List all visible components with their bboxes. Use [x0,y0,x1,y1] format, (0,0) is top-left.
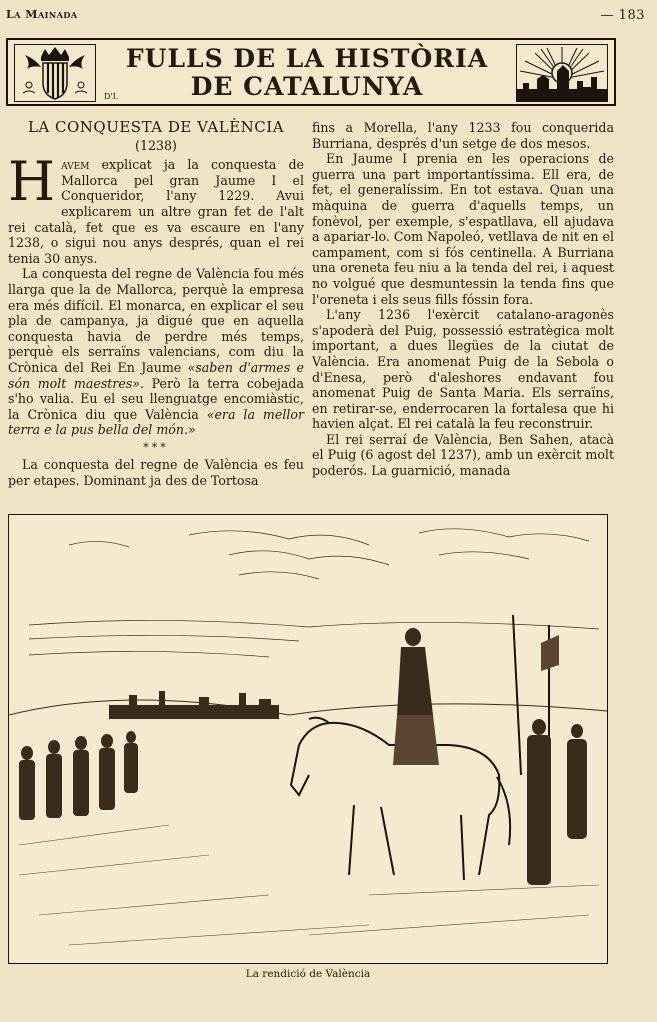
section-banner [6,38,616,106]
section-separator: *** [143,440,169,454]
banner-title [104,45,510,101]
banner-title-line1: FULLS DE LA HISTÒRIA [125,44,489,73]
running-head [6,6,645,24]
royal-crest-icon [14,44,96,102]
chronicle-quote-2: «era la mellor terra e la pus bella del món.» [8,406,304,438]
paragraph-2-end: . Però la terra cobejada s'ho valia. Eu el seu llenguatge encomiàstic, la Crònica diu que València [8,375,305,422]
magazine-name: La Mainada [6,8,78,21]
paragraph-r1: fins a Morella, l'any 1233 fou conquerida Burriana, després d'un setge de dos mesos. [312,120,614,151]
chronicle-quote: «saben d'armes e són molt maestres» [8,359,305,391]
article-column-right [312,120,614,479]
paragraph-r3: L'any 1236 l'exèrcit catalano-aragonès s'apoderà del Puig, possessió estratègica molt important, a dues llegües de la ciutat de València. Era anomenat Puig de la Sebola o d'Enesa, però d'aleshores endavant fou anomenat Puig de Santa Maria. Els serraïns, en retirar-se, enderrocaren la fortalesa que hi havien alçat. El rei català la feu reconstruir. [312,307,614,432]
drop-cap: H [8,150,56,214]
paragraph-2 [8,266,304,438]
paragraph-r4: El rei serraí de València, Ben Sahen, atacà el Puig (6 agost del 1237), amb un exèrcit molt poderós. La guarnició, manada [312,431,614,479]
article-column-left [8,120,304,489]
illustration-surrender-of-valencia [8,514,608,964]
article-year: (1238) [135,137,177,153]
paragraph-r2: En Jaume I prenia en les operacions de guerra una part importantíssima. Ell era, de fet, el generalíssim. En tot estava. Quan una màquina de guerra d'aquells temps, un fonèvol, per exemple, s'espatllava, ell ajudava a apariar-lo. Com Napoleó, vetllava de nit en el campament, com si fós centinella. A Burriana una oreneta feu niu a la tenda del rei, i aquest no volgué que desmuntessin la tenda fins que l'oreneta i els seus fills fóssin fora. [312,151,614,307]
paragraph-3: La conquesta del regne de València es feu per etapes. Dominant ja des de Tortosa [8,457,304,489]
banner-title-line2: DE CATALUNYA [190,72,424,101]
illustration-caption: La rendició de València [245,968,371,980]
page-number: — 183 [600,8,645,23]
intro-text: explicat ja la conquesta de Mallorca pel gran Jaume I el Conqueridor, l'any 1229. Avui explicarem un altre gran fet de l'alt rei català, fet que es va escaure en l'any 1238, o sigui nou anys després, quan el rei tenia 30 anys. [8,157,304,266]
paragraph-intro [8,150,304,266]
paragraph-2-text: La conquesta del regne de València fou més llarga que la de Mallorca, perquè la empresa era més difícil. El monarca, en explicar el seu pla de campanya, ja digué que en aquella conquesta havia de perdre més temps, perquè els serraïns valencians, com diu la Crònica del Rei En Jaume [8,266,304,375]
article-title: LA CONQUESTA DE VALÈNCIA [27,118,285,136]
artist-signature: D'I. [104,92,119,101]
sunrise-over-city-icon [516,44,608,102]
intro-smallcaps: avem [61,157,90,173]
